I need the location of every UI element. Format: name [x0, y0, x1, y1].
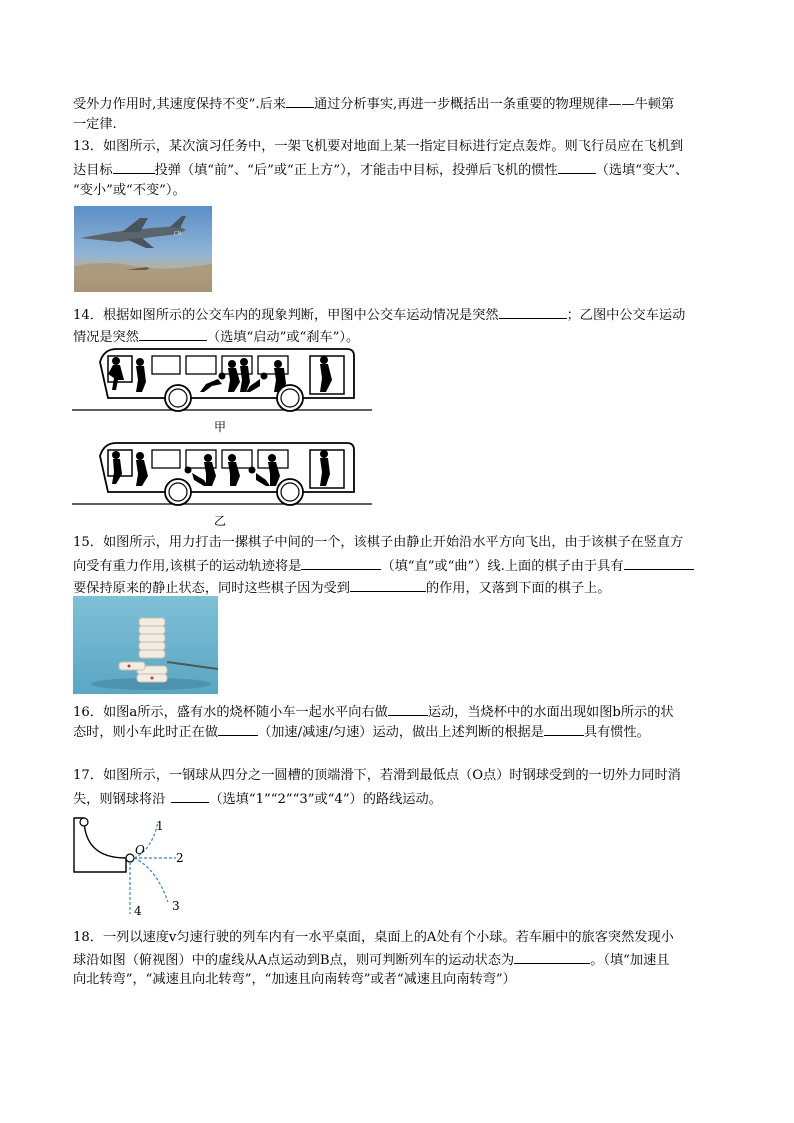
q13-blank-2[interactable] — [558, 161, 596, 174]
q18-blank[interactable] — [514, 951, 590, 964]
q14-text-c: 情况是突然 — [73, 330, 139, 345]
q14-blank-2[interactable] — [139, 328, 207, 341]
q15-blank-3[interactable] — [350, 579, 426, 592]
point-o-label: O — [135, 843, 145, 857]
q13-line-2 — [73, 161, 688, 179]
q18-text-a: 球沿如图（俯视图）中的虚线从A点运动到B点，则可判断列车的运动状态为 — [73, 953, 515, 968]
path-2-label: 2 — [176, 851, 184, 865]
q13-text-c: （选填“变大”、 — [595, 163, 689, 178]
q15-line-1: 15．如图所示，用力打击一摞棋子中间的一个，该棋子由静止开始沿水平方向飞出，由于该棋子在竖直方 — [73, 535, 684, 550]
q17-line-1: 17．如图所示，一钢球从四分之一圆槽的顶端滑下，若滑到最低点（O点）时钢球受到的一切外力同时消 — [73, 768, 681, 783]
q14-blank-1[interactable] — [499, 306, 567, 319]
quarter-circle-track-diagram — [72, 814, 192, 918]
bus-diagram-jia — [72, 346, 372, 414]
path-3-label: 3 — [172, 899, 180, 913]
q17-text-b: （选填“1”“2”“3”或“4”）的路线运动。 — [209, 792, 442, 807]
q15-text-a: 向受有重力作用,该棋子的运动轨迹将是 — [73, 559, 302, 574]
jet-marking: CN — [174, 231, 182, 237]
q12-text-a: 受外力作用时,其速度保持不变”.后来 — [73, 97, 286, 112]
q15-line-2 — [73, 557, 694, 575]
path-1-label: 1 — [156, 819, 164, 833]
q14-line-2 — [73, 328, 359, 346]
q16-blank-1[interactable] — [388, 703, 428, 716]
bus-diagram-yi — [72, 440, 372, 508]
q16-blank-2[interactable] — [218, 723, 258, 736]
q15-line-3 — [73, 579, 611, 597]
checkers-stack-photo — [73, 596, 218, 694]
q16-line-2 — [73, 723, 650, 741]
q15-blank-1[interactable] — [301, 557, 381, 570]
q17-text-a: 失，则钢球将沿 — [73, 792, 166, 807]
q16-text-b: 运动，当烧杯中的水面出现如图b所示的状 — [427, 705, 674, 720]
q18-line-2 — [73, 951, 670, 969]
q12-line-2: 一定律. — [73, 117, 117, 132]
q14-line-1 — [73, 306, 685, 324]
q12-blank[interactable] — [286, 95, 314, 108]
q16-blank-3[interactable] — [544, 723, 584, 736]
q13-line-3: “变小”或“不变”）。 — [73, 183, 186, 198]
q18-line-3: 向北转弯”，“减速且向北转弯”，“加速且向南转弯”或者“减速且向南转弯”） — [73, 972, 516, 987]
q17-blank[interactable] — [171, 790, 209, 803]
q16-text-a: 16．如图a所示，盛有水的烧杯随小车一起水平向右做 — [73, 705, 388, 720]
q13-text-a: 达目标 — [73, 163, 113, 178]
q16-text-e: 具有惯性。 — [583, 725, 650, 740]
path-4-label: 4 — [134, 904, 142, 918]
fighter-jet-photo — [74, 206, 212, 292]
q16-line-1 — [73, 703, 674, 721]
q17-line-2 — [73, 790, 442, 808]
q15-text-d: 的作用，又落到下面的棋子上。 — [425, 581, 611, 596]
q18-line-1: 18．一列以速度v匀速行驶的列车内有一水平桌面，桌面上的A处有个小球。若车厢中的旅客突然发现小 — [73, 930, 674, 945]
q14-text-a: 14．根据如图所示的公交车内的现象判断，甲图中公交车运动情况是突然 — [73, 308, 499, 323]
label-jia: 甲 — [214, 420, 227, 434]
q15-blank-2[interactable] — [624, 557, 694, 570]
q13-line-1: 13．如图所示，某次演习任务中，一架飞机要对地面上某一指定目标进行定点轰炸。则飞行员应在飞机到 — [73, 139, 684, 154]
q14-text-d: （选填“启动”或“刹车”）。 — [206, 330, 360, 345]
q12-text-b: 通过分析事实,再进一步概括出一条重要的物理规律——牛顿第 — [313, 97, 675, 112]
q16-text-c: 态时，则小车此时正在做 — [73, 725, 219, 740]
q15-text-b: （填“直”或“曲”）线.上面的棋子由于具有 — [381, 559, 624, 574]
q18-text-b: 。（填“加速且 — [590, 953, 670, 968]
q12-line-1 — [73, 95, 674, 113]
q16-text-d: （加速/减速/匀速）运动，做出上述判断的根据是 — [258, 725, 544, 740]
q13-blank-1[interactable] — [113, 161, 155, 174]
q13-text-b: 投弹（填“前”、“后”或“正上方”），才能击中目标，投弹后飞机的惯性 — [154, 163, 558, 178]
label-yi: 乙 — [214, 514, 227, 528]
q14-text-b: ；乙图中公交车运动 — [566, 308, 686, 323]
q15-text-c: 要保持原来的静止状态，同时这些棋子因为受到 — [73, 581, 350, 596]
